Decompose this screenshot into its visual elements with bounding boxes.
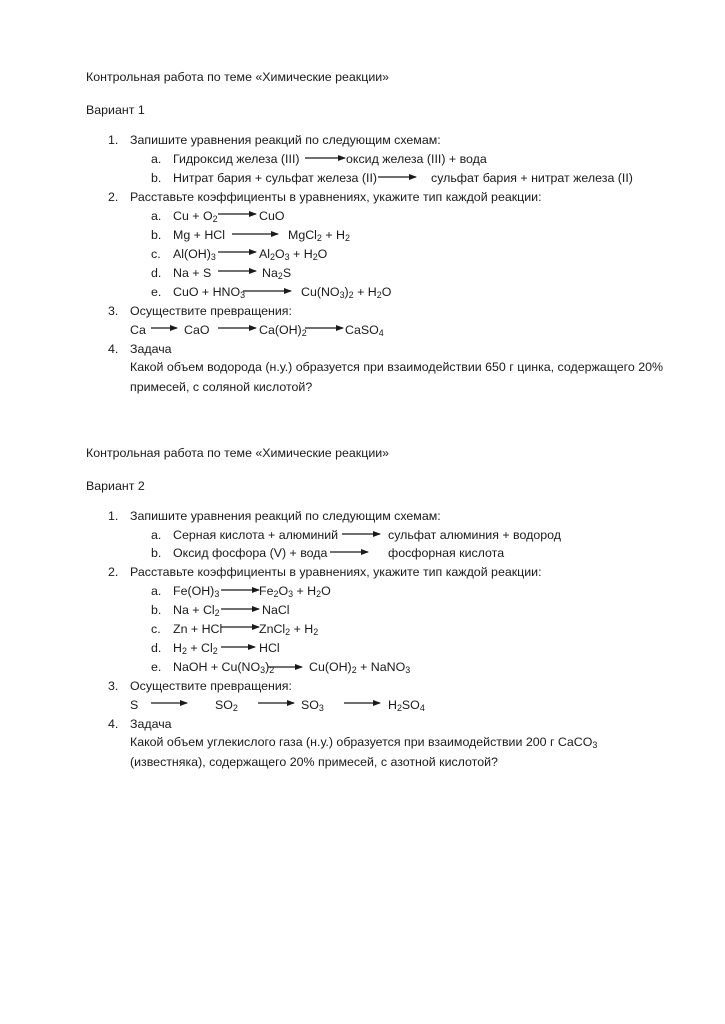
reaction-arrow <box>218 246 260 258</box>
v1-q2c-marker: c. <box>151 247 161 261</box>
v2-q4-number: 4. <box>108 717 119 731</box>
v2-q4-body-before: Какой объем углекислого газа (н.у.) образуется при взаимодействии 200 г <box>130 735 558 749</box>
v2-q2d-products: HCl <box>259 641 280 655</box>
reaction-arrow <box>218 265 260 277</box>
v2-chain-so3: $SO_3$ <box>301 698 324 713</box>
v1-chain-caso4: CaSO$_4$ <box>345 323 384 338</box>
v2-q4-body: Какой объем углекислого газа (н.у.) образуется при взаимодействии 200 г CaCO$_3$ (известняка), содержащего 20% примесей, с азотной кислотой? <box>130 735 598 769</box>
v2-q2c-marker: c. <box>151 622 161 636</box>
v2-q1-text: Запишите уравнения реакций по следующим схемам: <box>130 509 441 523</box>
reaction-arrow <box>221 603 263 615</box>
reaction-arrow <box>378 171 420 183</box>
reaction-arrow <box>221 584 263 596</box>
reaction-arrow <box>221 621 263 633</box>
v2-chain-so2: $SO_2$ <box>215 698 238 713</box>
v2-q2b-reactants: $Na + Cl_2$ <box>173 603 220 618</box>
reaction-arrow <box>305 152 347 164</box>
v1-q2c-products: $Al_2O_3 + H_2O$ <box>259 247 328 262</box>
variant1-label: Вариант 1 <box>86 103 145 117</box>
v1-q3-text: Осуществите превращения: <box>130 304 292 318</box>
v2-q2d-marker: d. <box>151 641 162 655</box>
v1-q2b-reactants: Mg + HCl <box>173 228 225 242</box>
v1-q2-number: 2. <box>108 190 119 204</box>
v1-q2e-marker: e. <box>151 285 162 299</box>
v1-q2b-marker: b. <box>151 228 162 242</box>
v1-q2d-marker: d. <box>151 266 162 280</box>
v2-q4-body-after: (известняка), содержащего 20% примесей, с азотной кислотой? <box>130 755 498 769</box>
reaction-arrow <box>268 661 306 673</box>
v2-q4-text: Задача <box>130 717 172 731</box>
v1-q2d-reactants: Na + S <box>173 266 212 280</box>
reaction-arrow <box>305 322 347 334</box>
v2-q2b-marker: b. <box>151 603 162 617</box>
v2-q1b-right: фосфорная кислота <box>388 546 505 560</box>
v2-q1a-right: сульфат алюминия + водород <box>388 528 561 542</box>
reaction-arrow <box>344 697 386 709</box>
v2-q2e-marker: e. <box>151 660 162 674</box>
v2-chain-s: S <box>130 698 139 712</box>
v1-q1b-left: Нитрат бария + сульфат железа (II) <box>173 171 378 185</box>
v1-q2e-products: $Cu(NO_3)_2 + H_2O$ <box>301 285 392 300</box>
v2-q1a-marker: a. <box>151 528 162 542</box>
v1-q2a-products: CuO <box>259 209 285 223</box>
v2-q3-number: 3. <box>108 679 119 693</box>
reaction-arrow <box>330 546 372 558</box>
reaction-arrow <box>232 228 282 240</box>
v2-q2a-reactants: $Fe(OH)_3$ <box>173 584 220 599</box>
v2-q2e-products: $Cu(OH)_2$ + NaNO$_3$ <box>309 660 411 675</box>
v2-q2d-reactants: $H_2 + Cl_2$ <box>173 641 218 656</box>
v2-q2a-products: $Fe_2O_3 + H_2O$ <box>259 584 331 599</box>
reaction-arrow <box>243 285 295 297</box>
reaction-arrow <box>342 528 384 540</box>
v2-q1b-marker: b. <box>151 546 162 560</box>
v1-q1a-right: оксид железа (III) + вода <box>346 152 487 166</box>
v2-q1a-left: Серная кислота + алюминий <box>173 528 339 542</box>
v2-q2-text: Расставьте коэффициенты в уравнениях, укажите тип каждой реакции: <box>130 565 542 579</box>
v1-q4-body: Какой объем водорода (н.у.) образуется при взаимодействии 650 г цинка, содержащего 20% примесей, с соляной кислотой? <box>130 360 664 394</box>
reaction-arrow <box>151 322 181 334</box>
v2-q2a-marker: a. <box>151 584 162 598</box>
reaction-arrow <box>221 641 263 653</box>
v2-q3-text: Осуществите превращения: <box>130 679 292 693</box>
v2-q2c-reactants: Zn + HCl <box>173 622 223 636</box>
v1-q2a-marker: a. <box>151 209 162 223</box>
v1-q2d-products: $Na_2S$ <box>262 266 292 281</box>
reaction-arrow <box>151 697 193 709</box>
variant1-title: Контрольная работа по теме «Химические реакции» <box>86 70 390 84</box>
reaction-arrow <box>218 322 260 334</box>
v1-q1-number: 1. <box>108 133 119 147</box>
v1-q1b-right: сульфат бария + нитрат железа (II) <box>431 171 633 185</box>
v2-q1-number: 1. <box>108 509 119 523</box>
v1-q2b-products: MgCl$_2$ + $H_2$ <box>288 228 350 243</box>
v2-q2c-products: ZnCl$_2$ + $H_2$ <box>259 622 319 637</box>
reaction-arrow <box>258 697 300 709</box>
v2-q2b-products: NaCl <box>262 603 290 617</box>
v1-q1b-marker: b. <box>151 171 162 185</box>
reaction-arrow <box>218 208 260 220</box>
v1-q1a-left: Гидроксид железа (III) <box>173 152 300 166</box>
v2-q2e-reactants: NaOH + $Cu(NO_3)_2$ <box>173 660 275 675</box>
v1-q4-text: Задача <box>130 342 172 356</box>
v1-q2-text: Расставьте коэффициенты в уравнениях, укажите тип каждой реакции: <box>130 190 542 204</box>
variant2-title: Контрольная работа по теме «Химические реакции» <box>86 446 390 460</box>
v1-q3-number: 3. <box>108 304 119 318</box>
v1-q4-number: 4. <box>108 342 119 356</box>
v1-chain-caoh2: $Ca(OH)_2$ <box>259 323 307 338</box>
v1-q2e-reactants: CuO + $HNO_3$ <box>173 285 246 300</box>
v2-q1b-left: Оксид фосфора (V) + вода <box>173 546 328 560</box>
v1-q2c-reactants: $Al(OH)_3$ <box>173 247 216 262</box>
v1-q1-text: Запишите уравнения реакций по следующим схемам: <box>130 133 441 147</box>
v1-q2a-reactants: $Cu + O_2$ <box>173 209 218 224</box>
v1-chain-ca: Ca <box>130 323 146 337</box>
v1-q1a-marker: a. <box>151 152 162 166</box>
v2-q2-number: 2. <box>108 565 119 579</box>
v2-chain-h2so4: $H_2SO_4$ <box>388 698 425 713</box>
variant2-label: Вариант 2 <box>86 479 145 493</box>
v1-chain-cao: CaO <box>184 323 210 337</box>
